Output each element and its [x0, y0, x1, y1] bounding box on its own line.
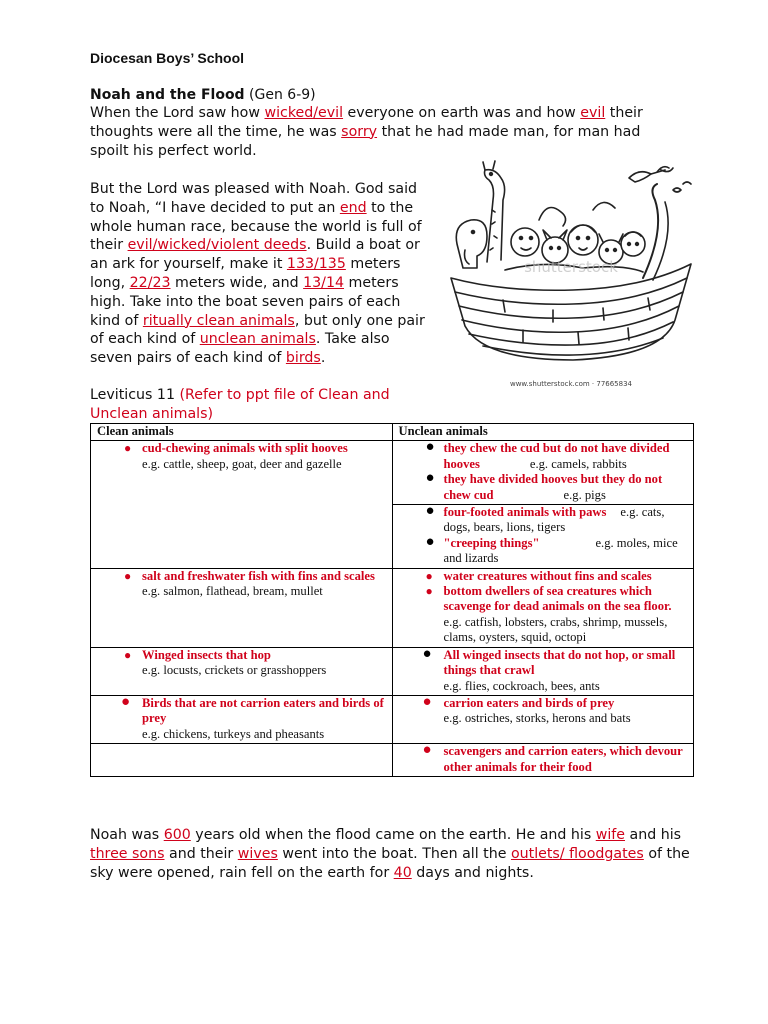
unclean-cell: [392, 568, 694, 647]
text: and their: [164, 845, 238, 862]
list-item: [399, 472, 688, 503]
watermark-text: shutterstock: [524, 258, 618, 276]
unclean-cell: [392, 647, 694, 695]
image-caption: www.shutterstock.com · 77665834: [509, 380, 633, 388]
bullet-icon: ●: [425, 533, 435, 550]
text: , but only one pair of each kind of: [90, 312, 425, 348]
list-item: [97, 693, 386, 727]
lesson-title: Noah and the Flood: [90, 87, 245, 103]
unclean-cell: [392, 744, 694, 777]
list-item: [399, 584, 688, 615]
scripture-reference: (Gen 6-9): [249, 87, 316, 103]
list-item: [399, 505, 688, 536]
text: everyone on earth was and how: [343, 105, 581, 121]
category-label: four-footed animals with paws: [443, 505, 607, 520]
category-label: cud-chewing animals with split hooves: [142, 441, 348, 456]
example-text: e.g. moles, mice and lizards: [443, 535, 678, 566]
example-text: e.g. ostriches, storks, herons and bats: [443, 711, 631, 726]
list-item: [399, 744, 688, 775]
bullet-icon: ●: [425, 439, 435, 456]
text: meters long,: [90, 256, 401, 291]
table-header-row: [91, 424, 694, 441]
clean-cell: [91, 695, 393, 743]
filled-blank: outlets/ floodgates: [510, 845, 644, 862]
table-row: [91, 568, 694, 647]
list-item: [399, 693, 688, 711]
text: . Build a boat or an ark for yourself, make it: [90, 237, 420, 273]
flood-paragraph: [90, 826, 690, 882]
text: that he had made man, for man had spoilt his perfect world.: [90, 123, 641, 159]
filled-blank: 40: [393, 864, 412, 881]
table-row: [91, 647, 694, 695]
bullet-icon: ●: [124, 441, 132, 456]
filled-blank: unclean animals: [199, 331, 316, 348]
example-text: e.g. camels, rabbits: [529, 456, 627, 471]
filled-blank: 22/23: [129, 274, 171, 291]
bullet-icon: ●: [124, 568, 132, 583]
unclean-cell: [392, 505, 694, 569]
list-item: [399, 569, 688, 584]
category-label: Birds that are not carrion eaters and birds of prey: [142, 695, 384, 726]
unclean-cell: [392, 441, 694, 505]
clean-cell: [91, 441, 393, 568]
leviticus-label: Leviticus 11: [90, 387, 180, 403]
table-row: [91, 441, 694, 505]
filled-blank: 600: [163, 827, 191, 843]
category-label: they have divided hooves but they do not chew cud: [443, 472, 663, 502]
text: Noah was: [90, 827, 164, 843]
list-item: [399, 441, 688, 472]
leviticus-reference: [90, 386, 410, 424]
filled-blank: wicked/evil: [264, 105, 344, 121]
bullet-icon: ●: [425, 568, 433, 583]
filled-blank: evil/wicked/violent deeds: [127, 237, 307, 254]
bullet-icon: ●: [425, 470, 435, 487]
instructions-paragraph: [90, 180, 435, 368]
text: years old when the flood came on the earth. He and his: [190, 827, 596, 843]
list-item: [97, 569, 386, 584]
category-label: carrion eaters and birds of prey: [443, 695, 615, 710]
filled-blank: 13/14: [303, 274, 345, 291]
example-text: e.g. flies, cockroach, bees, ants: [443, 678, 600, 693]
category-label: salt and freshwater fish with fins and scales: [142, 568, 375, 583]
filled-blank: wife: [595, 827, 626, 843]
filled-blank: ritually clean animals: [142, 312, 295, 329]
text: .: [320, 350, 326, 367]
clean-cell-empty: [91, 744, 393, 777]
category-label: "creeping things": [443, 535, 540, 550]
text: When the Lord saw how: [90, 105, 265, 121]
text: meters wide, and: [170, 274, 304, 291]
bullet-icon: ●: [422, 742, 432, 759]
category-label: scavengers and carrion eaters, which devour other animals for their food: [443, 744, 683, 774]
category-label: bottom dwellers of sea creatures which scavenge for dead animals on the sea floor.: [443, 584, 672, 614]
text: of the sky were opened, rain fell on the earth for: [90, 845, 690, 881]
example-text: e.g. pigs: [563, 487, 606, 502]
filled-blank: three sons: [90, 845, 165, 862]
bullet-icon: ●: [121, 693, 131, 710]
example-text: e.g. chickens, turkeys and pheasants: [142, 726, 325, 741]
category-label: water creatures without fins and scales: [443, 568, 652, 583]
category-label: they chew the cud but do not have divided hooves: [443, 441, 670, 471]
table-row: [91, 695, 694, 743]
bullet-icon: ●: [422, 645, 432, 662]
list-item: [97, 648, 386, 663]
filled-blank: sorry: [341, 123, 378, 140]
list-item: [97, 441, 386, 456]
intro-paragraph: [90, 104, 670, 160]
filled-blank: end: [339, 199, 367, 216]
text: meters high. Take into the boat seven pairs of each kind of: [90, 274, 401, 329]
filled-blank: wives: [237, 845, 278, 862]
clean-header: Clean animals: [91, 424, 393, 441]
bullet-icon: ●: [422, 693, 432, 710]
bullet-icon: ●: [124, 647, 132, 662]
text: to the whole human race, because the world is full of their: [90, 199, 422, 254]
category-label: Winged insects that hop: [142, 647, 271, 662]
lesson-heading: [90, 86, 316, 105]
school-name: Diocesan Boys’ School: [90, 50, 245, 66]
filled-blank: 133/135: [286, 256, 346, 273]
bullet-icon: ●: [425, 584, 433, 599]
text: days and nights.: [411, 864, 534, 881]
filled-blank: evil: [580, 105, 606, 121]
clean-cell: [91, 568, 393, 647]
unclean-cell: [392, 695, 694, 743]
text: went into the boat. Then all the: [277, 845, 511, 862]
list-item: [399, 645, 688, 679]
unclean-header: Unclean animals: [392, 424, 694, 441]
example-text: e.g. catfish, lobsters, crabs, shrimp, mussels, clams, oysters, squid, octopi: [443, 614, 668, 645]
text: But the Lord was pleased with Noah. God said to Noah, “I have decided to put an: [90, 181, 418, 216]
example-text: e.g. cats, dogs, bears, lions, tigers: [443, 505, 665, 535]
list-item: [399, 533, 688, 567]
text: and his: [625, 827, 682, 843]
table-row: [91, 744, 694, 777]
category-label: All winged insects that do not hop, or small things that crawl: [443, 647, 676, 678]
bullet-icon: ●: [425, 503, 435, 520]
text: . Take also seven pairs of each kind of: [90, 331, 390, 367]
leviticus-note: (Refer to ppt file of Clean and Unclean animals): [90, 387, 390, 422]
clean-unclean-table: [90, 423, 694, 777]
text: their thoughts were all the time, he was: [90, 105, 643, 140]
filled-blank: birds: [285, 350, 321, 367]
clean-cell: [91, 647, 393, 695]
noahs-ark-illustration: [443, 160, 705, 392]
example-text: e.g. locusts, crickets or grasshoppers: [142, 663, 327, 678]
example-text: e.g. cattle, sheep, goat, deer and gazelle: [142, 456, 342, 471]
example-text: e.g. salmon, flathead, bream, mullet: [142, 584, 323, 599]
